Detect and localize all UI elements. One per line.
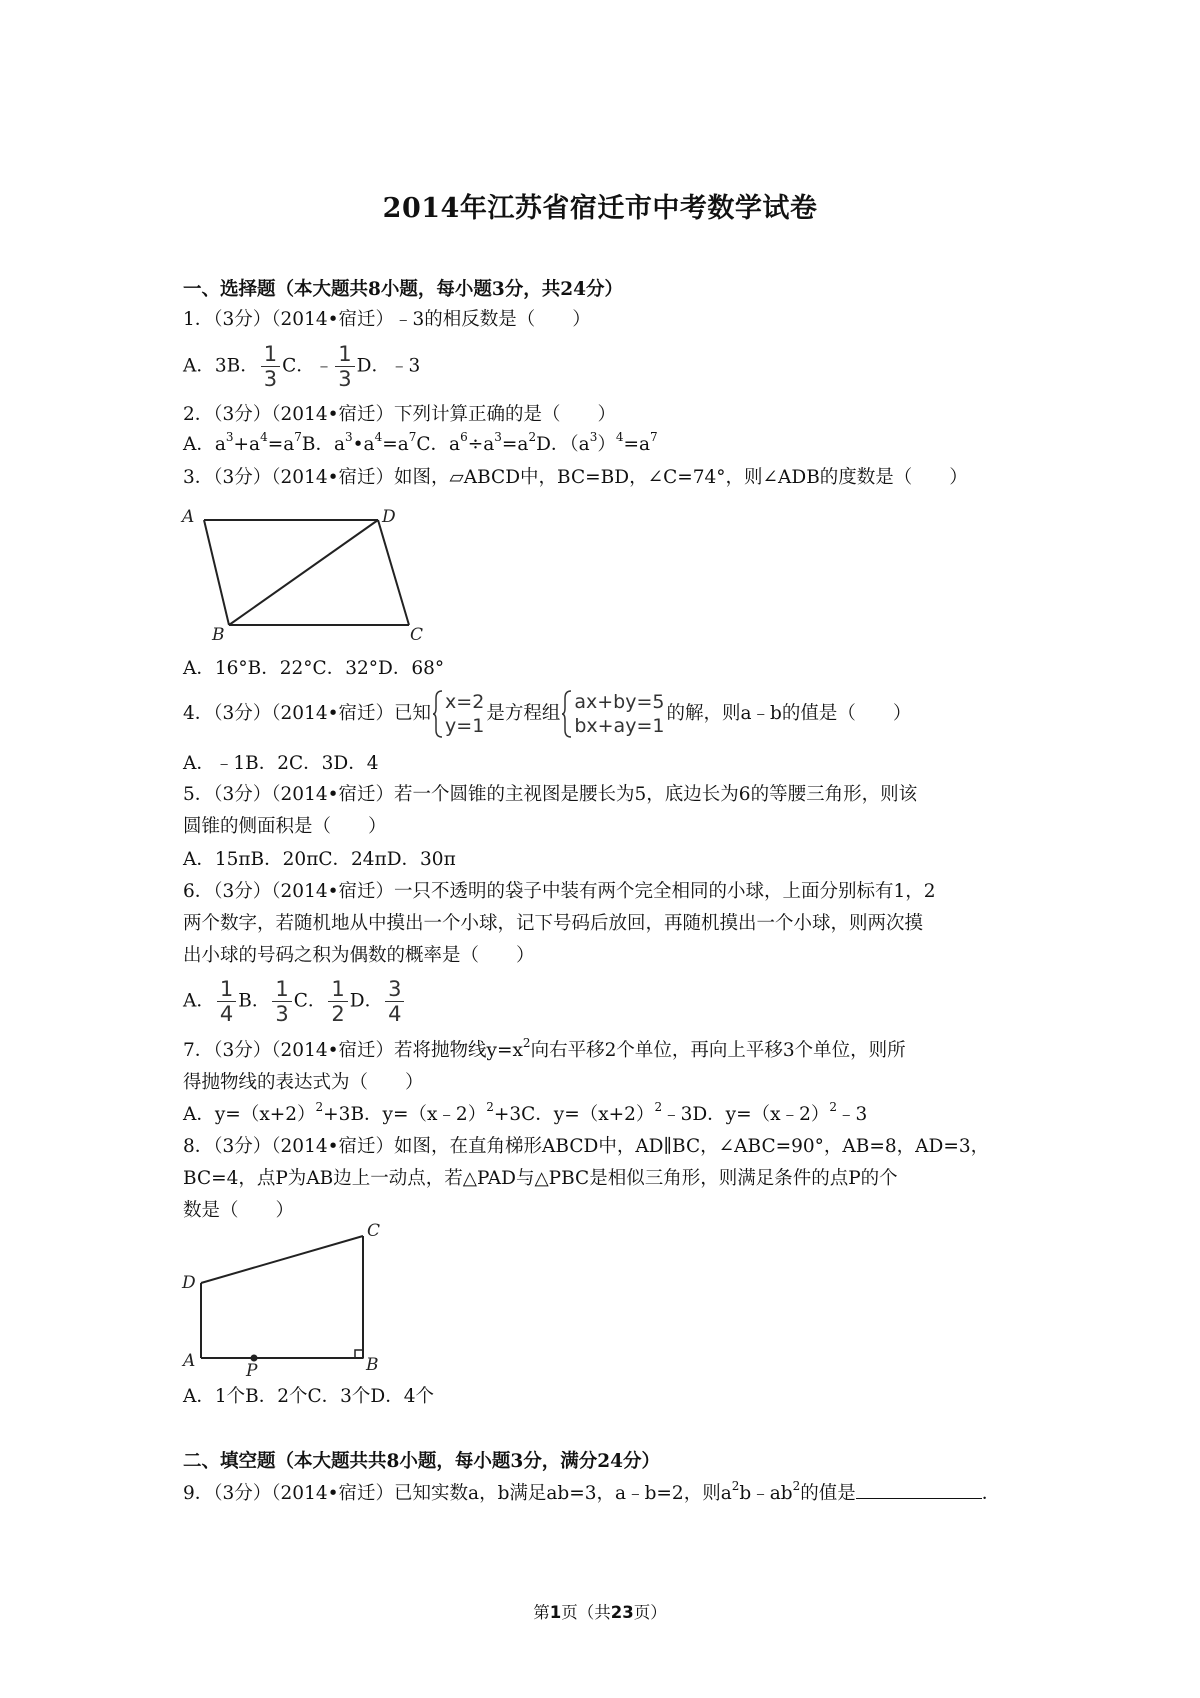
page-footer: 第1页（共23页） xyxy=(533,1603,667,1622)
fraction: $\frac{1}{4}$ xyxy=(217,977,236,1026)
q4-options: A．﹣1B．2C．3D．4 xyxy=(183,753,379,774)
label-D: D xyxy=(382,507,396,527)
q4-stem: 4．（3分）（2014•宿迁）已知 x=2 y=1 是方程组 ax+by=5 bx+ay=1 的解，则a﹣b的值是（ ） xyxy=(183,691,912,737)
label-C: C xyxy=(410,625,424,645)
label-A: A xyxy=(182,507,195,527)
fraction: $\frac{1}{3}$ xyxy=(261,342,280,391)
q8-line1: 8．（3分）（2014•宿迁）如图，在直角梯形ABCD中，AD∥BC，∠ABC=90°，AB=8，AD=3， xyxy=(183,1136,990,1157)
label-B: B xyxy=(366,1355,379,1375)
q8-line2: BC=4，点P为AB边上一动点，若△PAD与△PBC是相似三角形，则满足条件的点P的个 xyxy=(183,1168,898,1189)
label-A: A xyxy=(183,1351,196,1371)
label-C: C xyxy=(367,1221,381,1241)
q5-line1: 5．（3分）（2014•宿迁）若一个圆锥的主视图是腰长为5，底边长为6的等腰三角形，则该 xyxy=(183,784,918,805)
q6-line2: 两个数字，若随机地从中摸出一个小球，记下号码后放回，再随机摸出一个小球，则两次摸 xyxy=(183,913,924,934)
label-D: D xyxy=(182,1273,196,1293)
q1-stem: 1．（3分）（2014•宿迁）﹣3的相反数是（ ） xyxy=(183,309,591,330)
section-heading-fill: 二、填空题（本大题共共8小题，每小题3分，满分24分） xyxy=(183,1451,660,1472)
page-title: 2014年江苏省宿迁市中考数学试卷 xyxy=(382,193,818,224)
q7-line2: 得抛物线的表达式为（ ） xyxy=(183,1072,424,1093)
trapezoid-figure xyxy=(180,1220,390,1380)
q6-options: A． $\frac{1}{4}$ B． $\frac{1}{3}$ C． $\frac{1}{2}$ D． $\frac{3}{4}$ xyxy=(183,977,406,1026)
label-B: B xyxy=(212,625,225,645)
q3-options: A．16°B．22°C．32°D．68° xyxy=(183,658,445,679)
fraction: $\frac{1}{2}$ xyxy=(328,977,347,1026)
equation-system: x=2 y=1 xyxy=(433,690,484,738)
fraction: $\frac{1}{3}$ xyxy=(335,342,354,391)
parallelogram-figure xyxy=(180,505,430,645)
q8-line3: 数是（ ） xyxy=(183,1200,295,1221)
section-heading-choice: 一、选择题（本大题共8小题，每小题3分，共24分） xyxy=(183,279,623,300)
equation-system: ax+by=5 bx+ay=1 xyxy=(562,690,664,738)
label-P: P xyxy=(246,1361,258,1380)
fraction: $\frac{1}{3}$ xyxy=(272,977,291,1026)
q9-stem: 9．（3分）（2014•宿迁）已知实数a，b满足ab=3，a﹣b=2，则$a^2b﹣ab^2$的值是 ． xyxy=(183,1479,1001,1504)
q2-stem: 2．（3分）（2014•宿迁）下列计算正确的是（ ） xyxy=(183,404,617,425)
q3-stem: 3．（3分）（2014•宿迁）如图，▱ABCD中，BC=BD，∠C=74°，则∠ADB的度数是（ ） xyxy=(183,467,968,488)
q8-options: A．1个B．2个C．3个D．4个 xyxy=(183,1386,435,1407)
q6-line1: 6．（3分）（2014•宿迁）一只不透明的袋子中装有两个完全相同的小球，上面分别标有1，2 xyxy=(183,881,936,902)
fraction: $\frac{3}{4}$ xyxy=(385,977,404,1026)
q1-options: A．3B． $\frac{1}{3}$ C．﹣ $\frac{1}{3}$ D．﹣3 xyxy=(183,342,421,391)
answer-blank[interactable] xyxy=(856,1480,982,1499)
q6-line3: 出小球的号码之积为偶数的概率是（ ） xyxy=(183,945,535,966)
q5-line2: 圆锥的侧面积是（ ） xyxy=(183,816,387,837)
q7-line1: 7．（3分）（2014•宿迁）若将抛物线$y=x^2$向右平移2个单位，再向上平移3个单位，则所 xyxy=(183,1036,906,1061)
q2-options: A．$a^3+a^4=a^7B$．$a^3•a^4=a^7C$．$a^6\div a^3=a^2D$．$(a^3)^4=a^7$ xyxy=(183,430,658,455)
q7-options: A．$y=(x+2)^2+3B$．y=（x﹣2）$^2$+3C．$y=(x+2)^2﹣3D$．y=（x﹣2）$^2$﹣3 xyxy=(183,1100,868,1125)
q5-options: A．15πB．20πC．24πD．30π xyxy=(183,849,456,870)
